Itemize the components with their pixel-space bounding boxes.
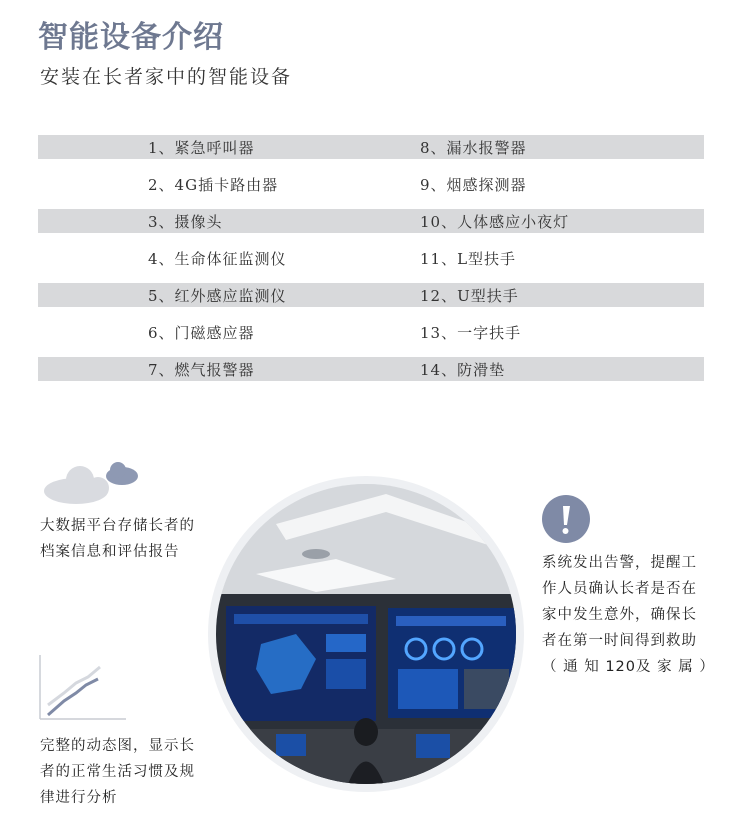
- device-row: [38, 209, 704, 246]
- device-item: 11、L型扶手: [420, 250, 517, 268]
- device-row: [38, 172, 704, 209]
- page-title: 智能设备介绍: [38, 20, 224, 55]
- device-row: [38, 246, 704, 283]
- device-item: 12、U型扶手: [420, 287, 519, 305]
- device-item: 2、4G插卡路由器: [148, 176, 279, 194]
- cloud-icon: [42, 460, 142, 504]
- device-item: 4、生命体征监测仪: [148, 250, 287, 268]
- device-item: 13、一字扶手: [420, 324, 522, 342]
- device-item: 6、门磁感应器: [148, 324, 255, 342]
- device-list: [38, 135, 704, 394]
- device-item: 7、燃气报警器: [148, 361, 255, 379]
- monitoring-center-photo: [216, 484, 516, 784]
- storage-description: 大数据平台存储长者的 档案信息和评估报告: [40, 518, 195, 560]
- chart-description: 完整的动态图，显示长 者的正常生活习惯及规 律进行分析: [40, 738, 195, 806]
- device-item: 3、摄像头: [148, 213, 223, 231]
- device-item: 9、烟感探测器: [420, 176, 527, 194]
- device-row: [38, 357, 704, 394]
- trend-chart-icon: [38, 655, 128, 721]
- device-item: 10、人体感应小夜灯: [420, 213, 570, 231]
- device-row: [38, 283, 704, 320]
- device-item: 14、防滑垫: [420, 361, 506, 379]
- device-item: 8、漏水报警器: [420, 139, 527, 157]
- device-row: [38, 320, 704, 357]
- alert-description: 系统发出告警，提醒工 作人员确认长者是否在 家中发生意外，确保长 者在第一时间得到救助 （ 通 知 120及 家 属 ）: [542, 555, 715, 675]
- exclamation-icon: [542, 495, 590, 543]
- device-item: 5、红外感应监测仪: [148, 287, 287, 305]
- device-item: 1、紧急呼叫器: [148, 139, 255, 157]
- device-row: [38, 135, 704, 172]
- page-subtitle: 安装在长者家中的智能设备: [40, 66, 293, 88]
